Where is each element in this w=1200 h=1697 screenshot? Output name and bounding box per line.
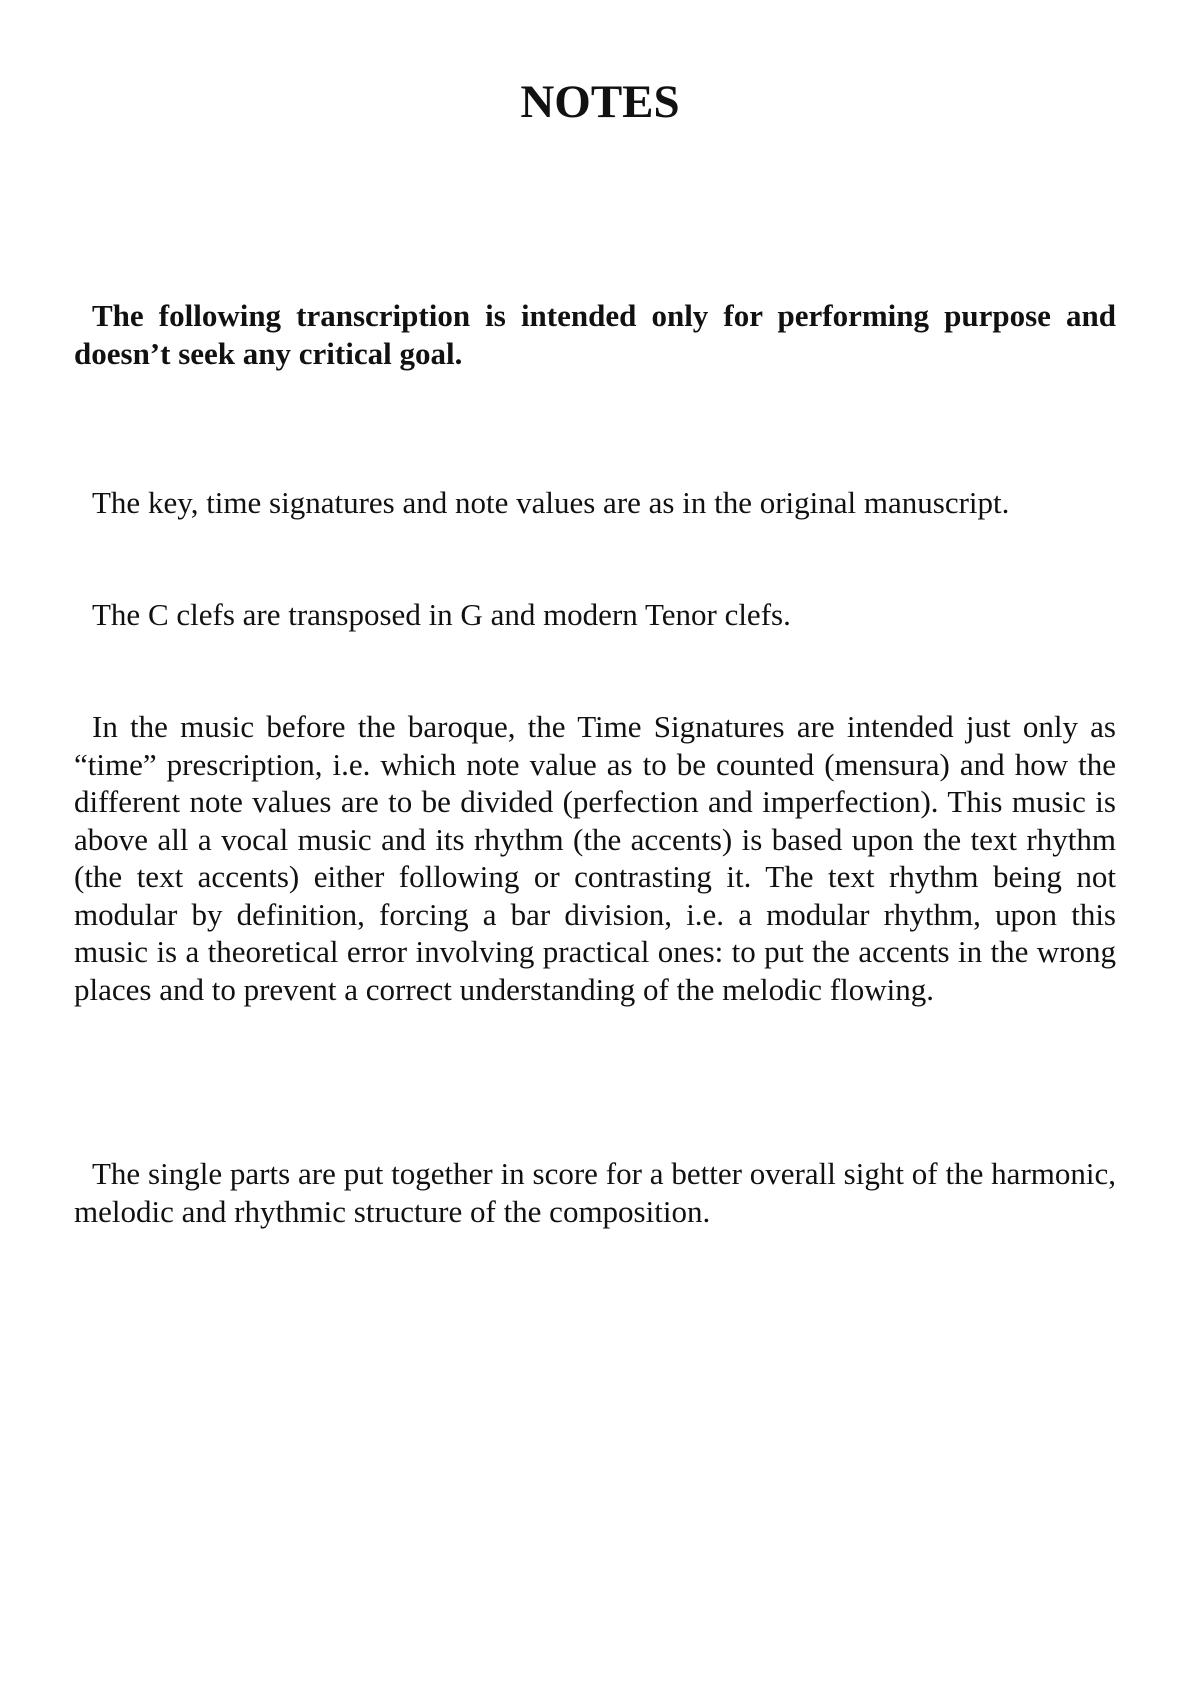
- intro-paragraph: The following transcription is intended only for performing purpose and doesn’t seek any critical goal.: [74, 298, 1116, 371]
- page-title: NOTES: [520, 76, 680, 128]
- score-paragraph: The single parts are put together in score for a better overall sight of the harmonic, melodic and rhythmic structure of the composition.: [74, 1156, 1116, 1229]
- clefs-paragraph: The C clefs are transposed in G and modern Tenor clefs.: [92, 597, 791, 632]
- key-signatures-paragraph: The key, time signatures and note values are as in the original manuscript.: [92, 485, 1010, 520]
- time-signatures-paragraph: In the music before the baroque, the Time Signatures are intended just only as “time” prescription, i.e. which note value as to be counted (mensura) and how the different note values are to be divided (perfection and imperfection). This music is above all a vocal music and its rhythm (the accents) is based upon the text rhythm (the text accents) either following or contrasting it. The text rhythm being not modular by definition, forcing a bar division, i.e. a modular rhythm, upon this music is a theoretical error involving practical ones: to put the accents in the wrong places and to prevent a correct understanding of the melodic flowing.: [74, 709, 1116, 1007]
